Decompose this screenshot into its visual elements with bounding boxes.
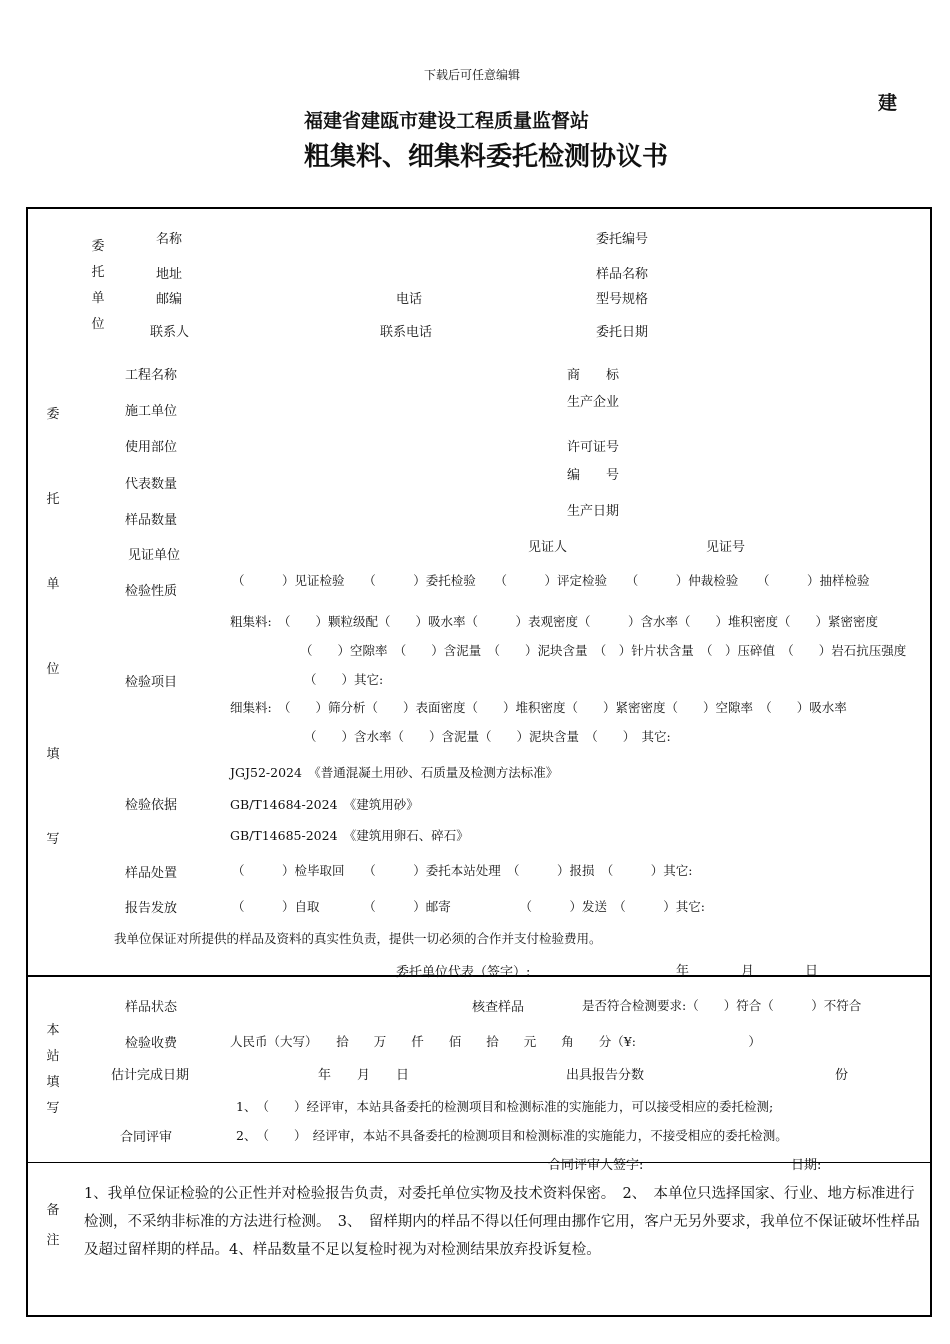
construction-unit-label: 施工单位 — [125, 404, 178, 419]
remarks-text: 1、我单位保证检验的公正性并对检验报告负责，对委托单位实物及技术资料保密。 2、 本单位只选择国家、行业、地方标准进行检测，不采纳非标准的方法进行检测。 3、 留样期内的样品不得以任何理由挪作它用，客户无另外要求，我单位不保证破坏性样品及超过留样期的样品。4、样品数量不足以复检时视为对检测结果放弃投诉复检。 — [84, 1186, 920, 1258]
prod-date-label: 生产日期 — [567, 504, 620, 519]
review-option-1[interactable]: 1、 （ ）经评审，本站具备委托的检测项目和检测标准的实施能力，可以接受相应的委托检测; — [236, 1099, 774, 1114]
client-phone-label: 电话 — [396, 292, 423, 307]
sign-day: 日 — [805, 964, 819, 979]
disposal-label: 样品处置 — [125, 866, 178, 881]
license-no-label: 许可证号 — [567, 440, 620, 455]
review-date-label: 日期: — [791, 1158, 822, 1173]
coarse-items-line2[interactable]: （ ）空隙率 （ ）含泥量 （ ）泥块含量 （ ）针片状含量 （ ）压碎值 （ ）岩石抗压强度 — [300, 643, 907, 658]
basis-line2: GB/T14684-2024 《建筑用砂》 — [230, 797, 419, 812]
page-title: 粗集料、细集料委托检测协议书 — [304, 142, 669, 172]
client-contact-phone-label: 联系电话 — [380, 325, 433, 340]
review-label: 合同评审 — [120, 1130, 173, 1145]
client-address-label: 地址 — [156, 267, 183, 282]
sample-name-label: 样品名称 — [596, 267, 649, 282]
org-title: 福建省建瓯市建设工程质量监督站 — [304, 110, 590, 132]
basis-line3: GB/T14685-2024 《建筑用卵石、碎石》 — [230, 828, 469, 843]
report-options[interactable]: （ ）自取 （ ）邮寄 （ ）发送 （ ）其它: — [232, 899, 705, 914]
review-option-2[interactable]: 2、 （ ） 经评审，本站不具备委托的检测项目和检测标准的实施能力，不接受相应的委托检测。 — [236, 1128, 788, 1143]
sample-quantity-label: 样品数量 — [125, 513, 178, 528]
corner-char: 建 — [878, 92, 898, 114]
guarantee-text: 我单位保证对所提供的样品及资料的真实性负责，提供一切必须的合作并支付检验费用。 — [114, 931, 602, 946]
fee-text: 人民币（大写） 拾 万 仟 佰 拾 元 角 分（¥: ） — [230, 1034, 761, 1049]
reviewer-sign-label: 合同评审人签字: — [548, 1158, 644, 1173]
project-name-label: 工程名称 — [125, 368, 178, 383]
client-contact-label: 联系人 — [150, 325, 190, 340]
fee-label: 检验收费 — [125, 1036, 178, 1051]
est-date-ymd: 年 月 日 — [318, 1068, 410, 1083]
meets-req-options[interactable]: 是否符合检测要求:（ ）符合（ ）不符合 — [582, 998, 862, 1013]
client-side-label: 委托单位 — [91, 239, 105, 332]
check-sample-label: 核查样品 — [472, 1000, 525, 1015]
basis-label: 检验依据 — [125, 798, 178, 813]
top-note: 下载后可任意编辑 — [424, 68, 521, 82]
number-label: 编 号 — [567, 468, 620, 483]
copies-unit: 份 — [835, 1068, 849, 1083]
est-date-label: 估计完成日期 — [111, 1068, 190, 1083]
model-spec-label: 型号规格 — [596, 292, 649, 307]
brand-label: 商 标 — [567, 368, 620, 383]
fill-side-label: 委托单位填写 — [46, 407, 60, 847]
use-part-label: 使用部位 — [125, 440, 178, 455]
coarse-items-line1[interactable]: 粗集料: （ ）颗粒级配（ ）吸水率（ ）表观密度（ ）含水率（ ）堆积密度（ ）紧密密度 — [230, 614, 878, 629]
client-postcode-label: 邮编 — [156, 292, 183, 307]
sign-year: 年 — [676, 964, 690, 979]
report-copies-label: 出具报告分数 — [566, 1068, 645, 1083]
coarse-items-line3[interactable]: （ ）其它: — [304, 672, 384, 687]
nature-options[interactable]: （ ）见证检验 （ ）委托检验 （ ）评定检验 （ ）仲裁检验 （ ）抽样检验 — [232, 573, 870, 588]
client-name-label: 名称 — [156, 232, 183, 247]
basis-line1: JGJ52-2024 《普通混凝土用砂、石质量及检测方法标准》 — [230, 765, 559, 780]
nature-label: 检验性质 — [125, 584, 178, 599]
items-label: 检验项目 — [125, 675, 178, 690]
sign-month: 月 — [741, 964, 755, 979]
rep-quantity-label: 代表数量 — [125, 477, 178, 492]
station-side-label: 本站填写 — [46, 1023, 60, 1116]
entrust-date-label: 委托日期 — [596, 325, 649, 340]
rep-sign-label: 委托单位代表（签字）: — [396, 965, 531, 980]
sample-status-label: 样品状态 — [125, 1000, 178, 1015]
witness-no-label: 见证号 — [706, 540, 746, 555]
fine-items-line2[interactable]: （ ）含水率（ ）含泥量（ ）泥块含量 （ ） 其它: — [304, 729, 671, 744]
witness-unit-label: 见证单位 — [128, 548, 181, 563]
disposal-options[interactable]: （ ）检毕取回 （ ）委托本站处理 （ ）报损 （ ）其它: — [232, 863, 693, 878]
remarks-side-label: 备注 — [46, 1203, 60, 1248]
report-label: 报告发放 — [125, 901, 178, 916]
fine-items-line1[interactable]: 细集料: （ ）筛分析（ ）表面密度（ ）堆积密度（ ）紧密密度（ ）空隙率 （ ）吸水率 — [230, 700, 847, 715]
witness-person-label: 见证人 — [528, 540, 568, 555]
entrust-no-label: 委托编号 — [596, 232, 649, 247]
manufacturer-label: 生产企业 — [567, 395, 620, 410]
